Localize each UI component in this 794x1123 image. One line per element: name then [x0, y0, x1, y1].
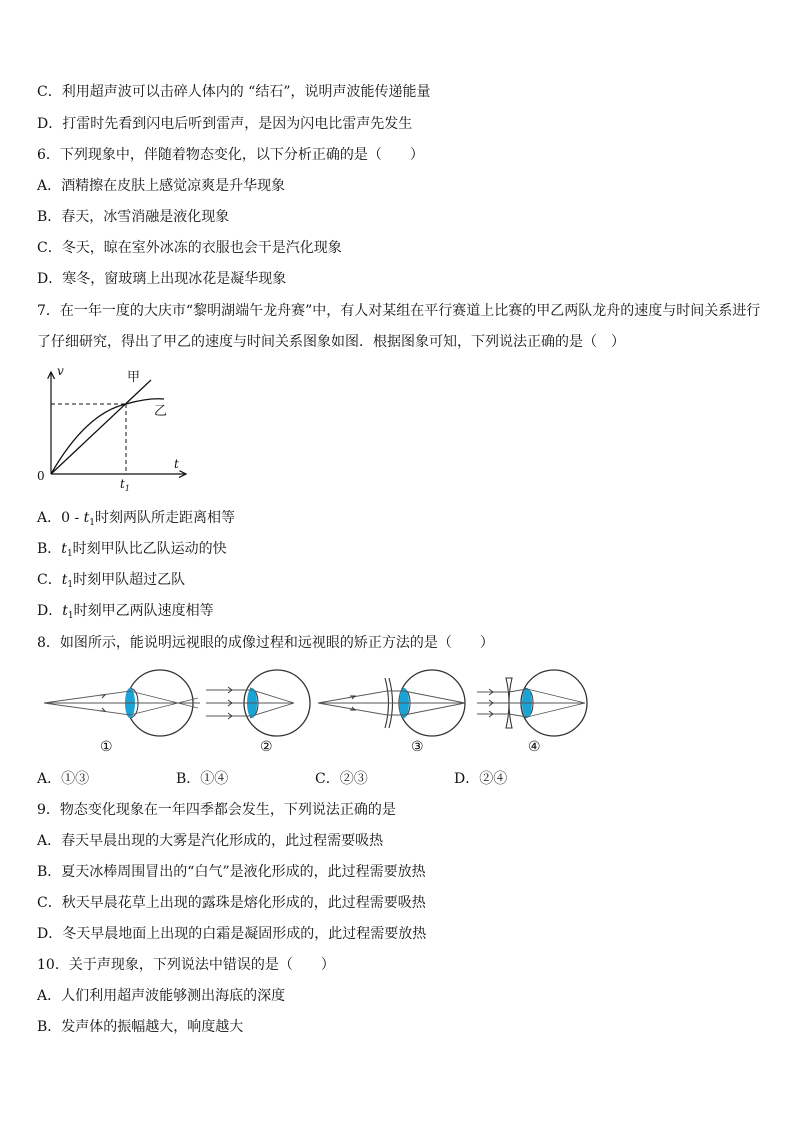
q9-option-b: B．夏天冰棒周围冒出的“白气”是液化形成的，此过程需要放热 — [37, 864, 426, 880]
q5-option-d: D．打雷时先看到闪电后听到雷声，是因为闪电比雷声先发生 — [37, 116, 413, 132]
q7-option-a: A．$0 - t_1$时刻两队所走距离相等 — [37, 510, 236, 528]
q10-option-b: B．发声体的振幅越大，响度越大 — [37, 1019, 244, 1035]
q10-stem: 10．关于声现象，下列说法中错误的是（ ） — [37, 957, 335, 973]
q9-option-a: A．春天早晨出现的大雾是汽化形成的，此过程需要吸热 — [37, 833, 384, 849]
q7-option-d: D．$t_1$时刻甲乙两队速度相等 — [37, 603, 214, 621]
q9-option-d: D．冬天早晨地面上出现的白霜是凝固形成的，此过程需要放热 — [37, 926, 427, 942]
q8-option-b: B．①④ — [176, 771, 229, 787]
curve-jia — [51, 380, 151, 474]
eye-label-2: ② — [260, 739, 273, 755]
q7-stem-line2: 了仔细研究，得出了甲乙的速度与时间关系图象如图．根据图象可知，下列说法正确的是（ ） — [37, 334, 625, 350]
q8-option-a: A．①③ — [37, 771, 90, 787]
q7-option-b: B．$t_1$时刻甲队比乙队运动的快 — [37, 541, 227, 559]
y-axis-label: v — [57, 364, 64, 378]
q6-option-b: B．春天，冰雪消融是液化现象 — [37, 209, 230, 225]
label-yi: 乙 — [154, 404, 168, 419]
q7-stem-line1: 7．在一年一度的大庆市“黎明湖端午龙舟赛”中，有人对某组在平行赛道上比赛的甲乙两队龙舟的速度与时间关系进行 — [37, 303, 761, 319]
curve-yi — [51, 399, 164, 474]
x-axis-label: t — [174, 457, 179, 471]
q10-option-a: A．人们利用超声波能够测出海底的深度 — [37, 988, 286, 1004]
label-jia: 甲 — [127, 370, 141, 385]
eye-label-3: ③ — [411, 739, 424, 755]
eye-diagram-1 — [44, 670, 200, 755]
eye-label-1: ① — [100, 739, 113, 755]
q6-option-c: C．冬天，晾在室外冰冻的衣服也会干是汽化现象 — [37, 240, 342, 256]
q8-eye-diagrams — [40, 660, 600, 758]
eye-diagram-2 — [206, 670, 310, 755]
q9-option-c: C．秋天早晨花草上出现的露珠是熔化形成的，此过程需要吸热 — [37, 895, 426, 911]
q9-stem: 9．物态变化现象在一年四季都会发生，下列说法正确的是 — [37, 802, 396, 818]
q6-option-a: A．酒精擦在皮肤上感觉凉爽是升华现象 — [37, 178, 286, 194]
q8-options — [37, 769, 507, 789]
q6-option-d: D．寒冬，窗玻璃上出现冰花是凝华现象 — [37, 271, 287, 287]
eye-label-4: ④ — [528, 739, 541, 755]
q7-option-c: C．$t_1$时刻甲队超过乙队 — [37, 572, 186, 590]
q8-option-d: D．②④ — [454, 771, 508, 787]
t1-tick-label: $t_1$ — [120, 477, 130, 492]
origin-label: 0 — [37, 469, 45, 483]
eye-diagram-4 — [477, 670, 587, 755]
q8-stem: 8．如图所示，能说明远视眼的成像过程和远视眼的矫正方法的是（ ） — [37, 635, 494, 651]
q6-stem: 6．下列现象中，伴随着物态变化，以下分析正确的是（ ） — [37, 147, 424, 163]
q8-option-c: C．②③ — [315, 771, 368, 787]
q7-vt-graph — [30, 362, 195, 492]
q5-option-c: C．利用超声波可以击碎人体内的 “结石”，说明声波能传递能量 — [37, 84, 431, 100]
eye-diagram-3 — [318, 670, 465, 755]
